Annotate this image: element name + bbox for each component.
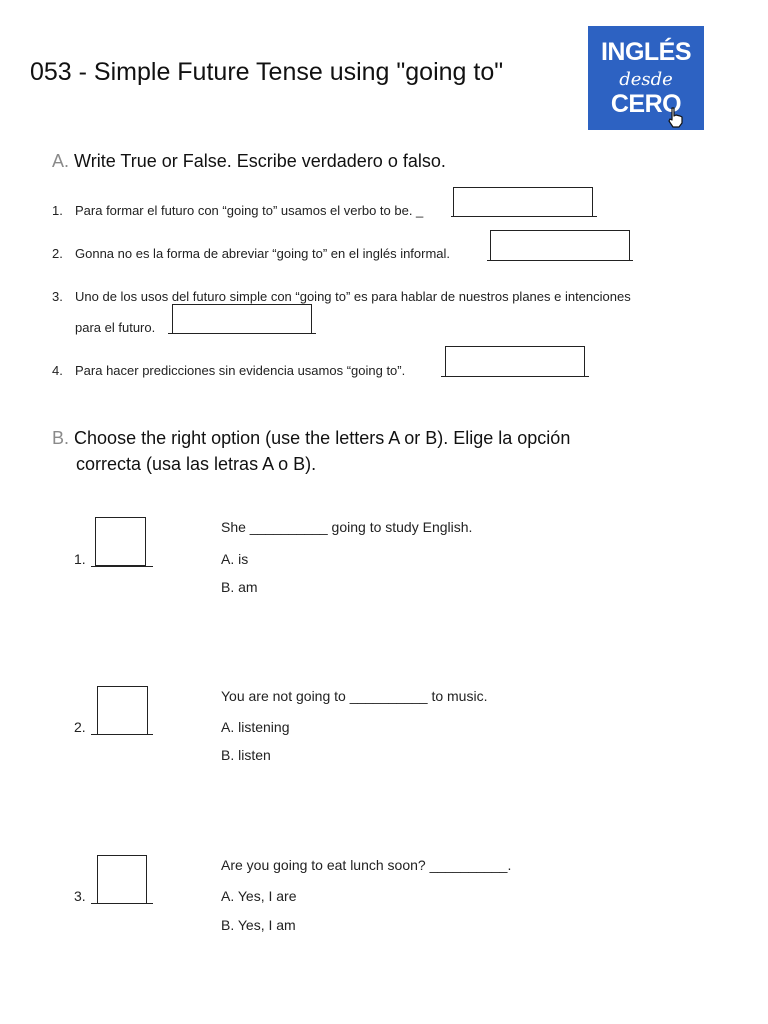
- question-prompt: She __________ going to study English.: [221, 519, 473, 535]
- logo-line-3: CERO: [610, 90, 682, 118]
- answer-underline: [91, 734, 153, 735]
- answer-input-b1[interactable]: [95, 517, 146, 566]
- question-text: Para hacer predicciones sin evidencia usamos “going to”.: [75, 363, 406, 378]
- hand-cursor-icon: [666, 106, 686, 128]
- answer-input-a4[interactable]: [445, 346, 585, 377]
- section-b-title-line-2: correcta (usa las letras A o B).: [76, 454, 317, 474]
- question-number: 3.: [52, 289, 63, 304]
- question-number: 4.: [52, 363, 63, 378]
- true-false-question-3: [52, 289, 752, 307]
- answer-input-a2[interactable]: [490, 230, 630, 261]
- question-number: 3.: [74, 888, 86, 904]
- option-a: A. listening: [221, 719, 290, 735]
- question-text: Para formar el futuro con “going to” usamos el verbo to be. _: [75, 203, 424, 218]
- question-number: 2.: [74, 719, 86, 735]
- question-text: Uno de los usos del futuro simple con “going to” es para hablar de nuestros planes e intenciones: [75, 289, 631, 304]
- answer-input-b3[interactable]: [97, 855, 147, 904]
- answer-input-a3[interactable]: [172, 304, 312, 334]
- logo-line-1: INGLÉS: [600, 38, 692, 66]
- question-text: Gonna no es la forma de abreviar “going to” en el inglés informal.: [75, 246, 451, 261]
- answer-underline: [91, 566, 153, 567]
- question-prompt: Are you going to eat lunch soon? __________.: [221, 857, 512, 873]
- question-number: 1.: [52, 203, 63, 218]
- true-false-question-2: [52, 246, 752, 264]
- page-title: 053 - Simple Future Tense using "going to": [30, 58, 504, 86]
- logo: [588, 26, 704, 130]
- option-a: A. Yes, I are: [221, 888, 297, 904]
- section-a-heading: [52, 148, 446, 174]
- true-false-question-1: [52, 203, 752, 221]
- option-b: B. listen: [221, 747, 271, 763]
- answer-input-a1[interactable]: [453, 187, 593, 217]
- question-number: 2.: [52, 246, 63, 261]
- option-b: B. Yes, I am: [221, 917, 296, 933]
- answer-underline: [91, 903, 153, 904]
- section-b-title-line-1: Choose the right option (use the letters A or B). Elige la opción: [74, 428, 571, 448]
- question-text-continued: para el futuro.: [75, 320, 156, 335]
- true-false-question-4: [52, 363, 752, 381]
- section-b-heading: [52, 425, 672, 451]
- section-b-letter: B.: [52, 428, 70, 448]
- logo-line-2: desde: [619, 69, 673, 90]
- question-prompt: You are not going to __________ to music.: [221, 688, 488, 704]
- section-a-title: Write True or False. Escribe verdadero o falso.: [74, 151, 446, 171]
- section-a-letter: A.: [52, 151, 70, 171]
- option-b: B. am: [221, 579, 258, 595]
- answer-input-b2[interactable]: [97, 686, 148, 735]
- option-a: A. is: [221, 551, 249, 567]
- question-number: 1.: [74, 551, 86, 567]
